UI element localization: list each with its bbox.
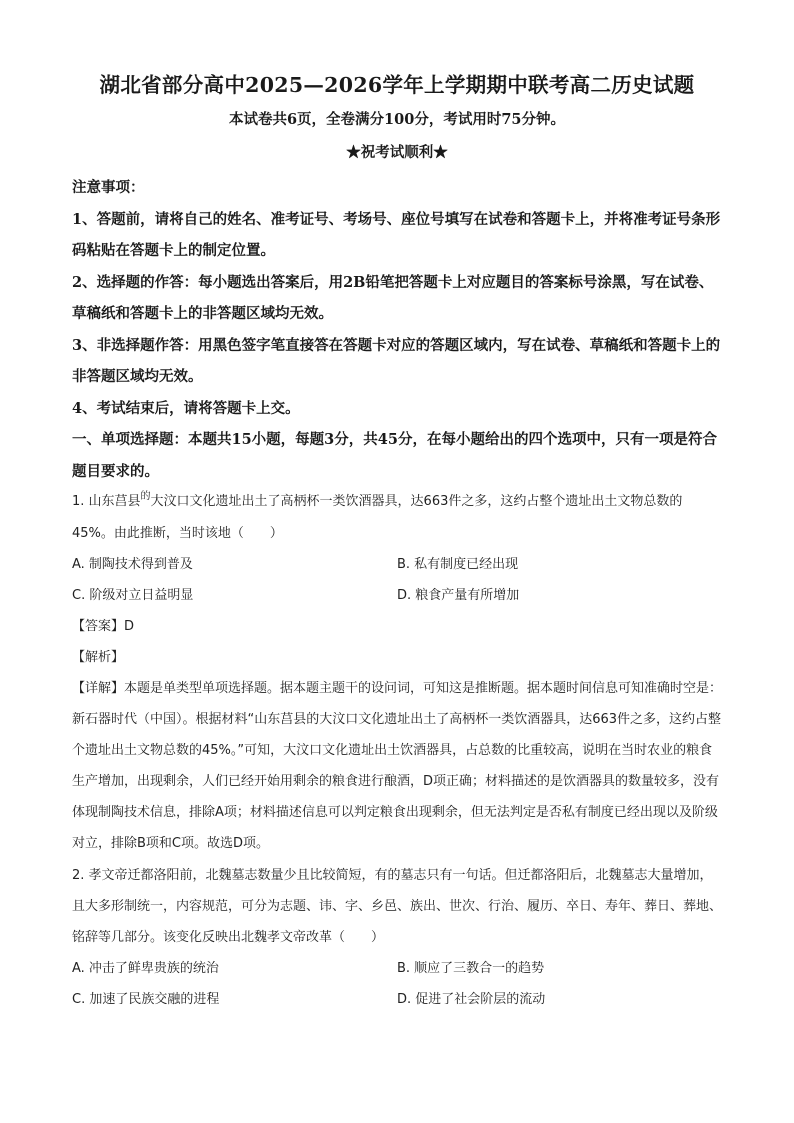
option-d: D. 促进了社会阶层的流动 <box>397 992 546 1007</box>
question-1 <box>72 486 724 859</box>
question-2 <box>72 860 724 1015</box>
option-row <box>72 580 724 611</box>
option-b: B. 顺应了三教合一的趋势 <box>397 961 545 976</box>
detail-label: 【详解】 <box>72 681 125 696</box>
good-luck-line: ★祝考试顺利★ <box>346 144 448 161</box>
notes-item: 4、考试结束后，请将答题卡上交。 <box>72 399 300 417</box>
notes-section <box>72 172 722 487</box>
notes-item: 2、选择题的作答：每小题选出答案后，用2B铅笔把答题卡上对应题目的答案标号涂黑，写在试卷、草稿纸和答题卡上的非答题区域均无效。 <box>72 273 714 322</box>
detail-text: 本题是单类型单项选择题。据本题主题干的设问词，可知这是推断题。据本题时间信息可知准确时空是：新石器时代（中国）。根据材料“山东莒县的大汶口文化遗址出土了高柄杯一类饮酒器具，达663件之多，这约占整个遗址出土文物总数的45%。”可知，大汶口文化遗址出土饮酒器具，占总数的比重较高，说明在当时农业的粮食生产增加，出现剩余，人们已经开始用剩余的粮食进行酿酒，D项正确；材料描述的是饮酒器具的数量较多，没有体现制陶技术信息，排除A项；材料描述信息可以判定粮食出现剩余，但无法判定是否私有制度已经出现以及阶级对立，排除B项和C项。故选D项。 <box>72 681 723 851</box>
option-b: B. 私有制度已经出现 <box>397 557 519 572</box>
option-c: C. 加速了民族交融的进程 <box>72 992 220 1007</box>
option-row <box>72 549 724 580</box>
question-1-stem: 1. 山东莒县$^的$大汶口文化遗址出土了高柄杯一类饮酒器具，达663件之多，这约占整个遗址出土文物总数的45%。由此推断，当时该地（ ） <box>72 491 683 541</box>
analysis-label: 【解析】 <box>72 650 125 665</box>
option-row <box>72 953 724 984</box>
notes-heading: 注意事项： <box>72 179 145 196</box>
option-row <box>72 984 724 1015</box>
exam-title: 湖北省部分高中2025—2026学年上学期期中联考高二历史试题 <box>99 73 695 97</box>
detail-paragraph <box>72 673 724 859</box>
answer-label: 【答案】 <box>72 619 125 634</box>
question-2-stem: 2. 孝文帝迁都洛阳前，北魏墓志数量少且比较简短，有的墓志只有一句话。但迁都洛阳后，北魏墓志大量增加，且大多形制统一，内容规范，可分为志题、讳、字、乡邑、族出、世次、行治、履历、卒日、寿年、葬日、葬地、铭辞等几部分。该变化反映出北魏孝文帝改革（ ） <box>72 868 723 945</box>
option-d: D. 粮食产量有所增加 <box>397 588 520 603</box>
option-c: C. 阶级对立日益明显 <box>72 588 194 603</box>
section-heading: 一、单项选择题：本题共15小题，每题3分，共45分，在每小题给出的四个选项中，只有一项是符合题目要求的。 <box>72 431 717 480</box>
exam-subtitle: 本试卷共6页，全卷满分100分，考试用时75分钟。 <box>228 111 566 128</box>
answer-line <box>72 611 724 642</box>
option-a: A. 制陶技术得到普及 <box>72 557 193 572</box>
notes-item: 1、答题前，请将自己的姓名、准考证号、考场号、座位号填写在试卷和答题卡上，并将准考证号条形码粘贴在答题卡上的制定位置。 <box>72 210 721 259</box>
option-a: A. 冲击了鲜卑贵族的统治 <box>72 961 219 976</box>
notes-item: 3、非选择题作答：用黑色签字笔直接答在答题卡对应的答题区域内，写在试卷、草稿纸和答题卡上的非答题区域均无效。 <box>72 336 721 385</box>
answer-value: D <box>124 619 135 634</box>
